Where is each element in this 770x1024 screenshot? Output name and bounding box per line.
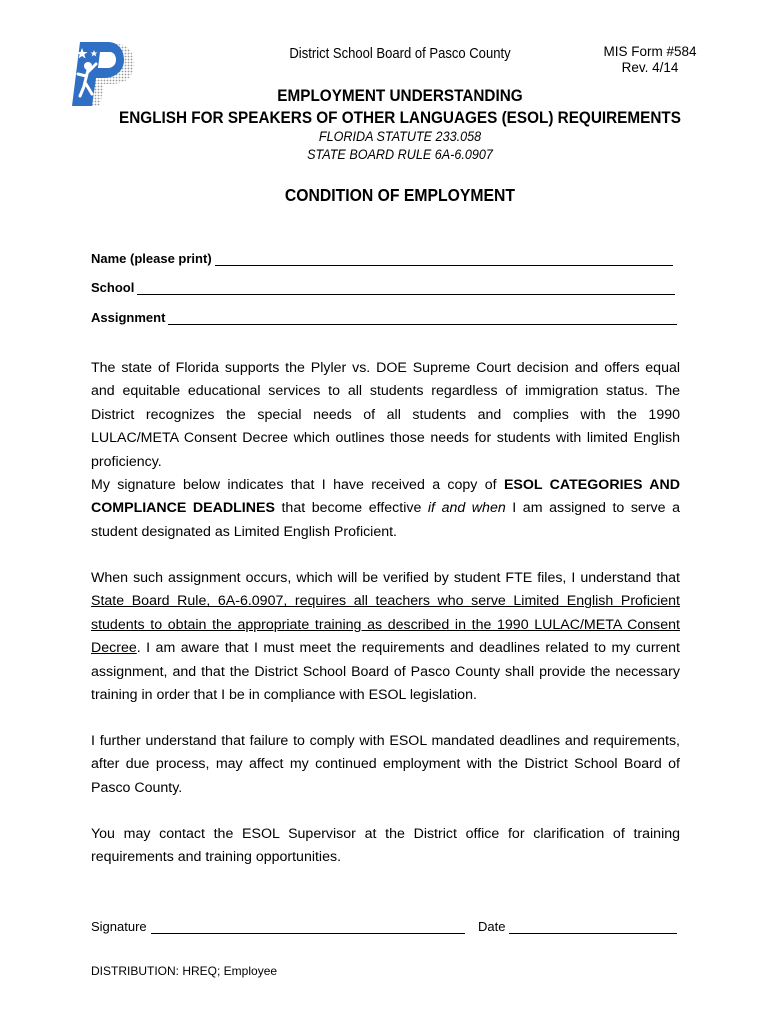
paragraph-contact: You may contact the ESOL Supervisor at the District office for clarification of training requirements and training opportunities. — [91, 826, 680, 866]
name-field[interactable] — [91, 250, 673, 266]
signature-field[interactable] — [91, 919, 465, 934]
statute-reference: FLORIDA STATUTE 233.058 — [318, 128, 482, 144]
p3-text-a: When such assignment occurs, which will be verified by student FTE files, I understand that — [91, 570, 680, 586]
p2-text-b: that become effective — [274, 500, 428, 517]
form-revision: Rev. 4/14 — [621, 60, 679, 75]
signature-label: Signature — [91, 919, 147, 934]
section-heading: CONDITION OF EMPLOYMENT — [284, 185, 516, 205]
date-label: Date — [478, 919, 506, 934]
paragraph-policy: The state of Florida supports the Plyler vs. DOE Supreme Court decision and offers equal and equitable educational services to all students regardless of immigration status. The District recognizes the special needs of all students and complies with the 1990 LULAC/META Consent Decree which outlines those needs for students with limited English proficiency. — [91, 360, 680, 470]
signature-line[interactable] — [151, 921, 465, 934]
p3-text-b: . I am aware that I must meet the requirements and deadlines related to my current assignment, and that the District School Board of Pasco County shall provide the necessary training in order that I be in compliance with ESOL legislation. — [91, 640, 680, 704]
distribution-note: DISTRIBUTION: HREQ; Employee — [91, 964, 278, 978]
paragraph-assignment — [91, 567, 680, 707]
paragraph-acknowledgment — [91, 474, 680, 544]
school-label: School — [91, 280, 135, 295]
p2-text-c: I am assigned to serve a student designated as Limited English Proficient. — [91, 500, 680, 540]
school-input-line[interactable] — [137, 282, 675, 295]
document-title: EMPLOYMENT UNDERSTANDING — [277, 86, 523, 105]
date-field[interactable] — [478, 919, 677, 934]
p3-underline: State Board Rule, 6A-6.0907, requires all teachers who serve Limited English Proficient students to obtain the appropriate training as described in the 1990 LULAC/META Consent Decree — [91, 593, 680, 657]
rule-reference: STATE BOARD RULE 6A-6.0907 — [307, 146, 493, 162]
organization-name: District School Board of Pasco County — [289, 46, 511, 62]
assignment-label: Assignment — [91, 310, 166, 325]
paragraph-compliance: I further understand that failure to comply with ESOL mandated deadlines and requirements, after due process, may affect my continued employment with the District School Board of Pasco County. — [91, 733, 680, 796]
name-label: Name (please print) — [91, 251, 212, 266]
assignment-field[interactable] — [91, 309, 677, 325]
p2-bold: ESOL CATEGORIES AND COMPLIANCE DEADLINES — [91, 477, 680, 517]
form-identifier — [590, 44, 710, 76]
p2-text-a: My signature below indicates that I have received a copy of — [91, 477, 504, 493]
document-subtitle: ENGLISH FOR SPEAKERS OF OTHER LANGUAGES (ESOL) REQUIREMENTS — [119, 108, 681, 127]
p2-italic: if and when — [427, 500, 506, 517]
form-number: MIS Form #584 — [603, 44, 697, 59]
date-line[interactable] — [509, 921, 677, 934]
school-field[interactable] — [91, 279, 675, 295]
name-input-line[interactable] — [215, 253, 673, 266]
assignment-input-line[interactable] — [168, 312, 677, 325]
